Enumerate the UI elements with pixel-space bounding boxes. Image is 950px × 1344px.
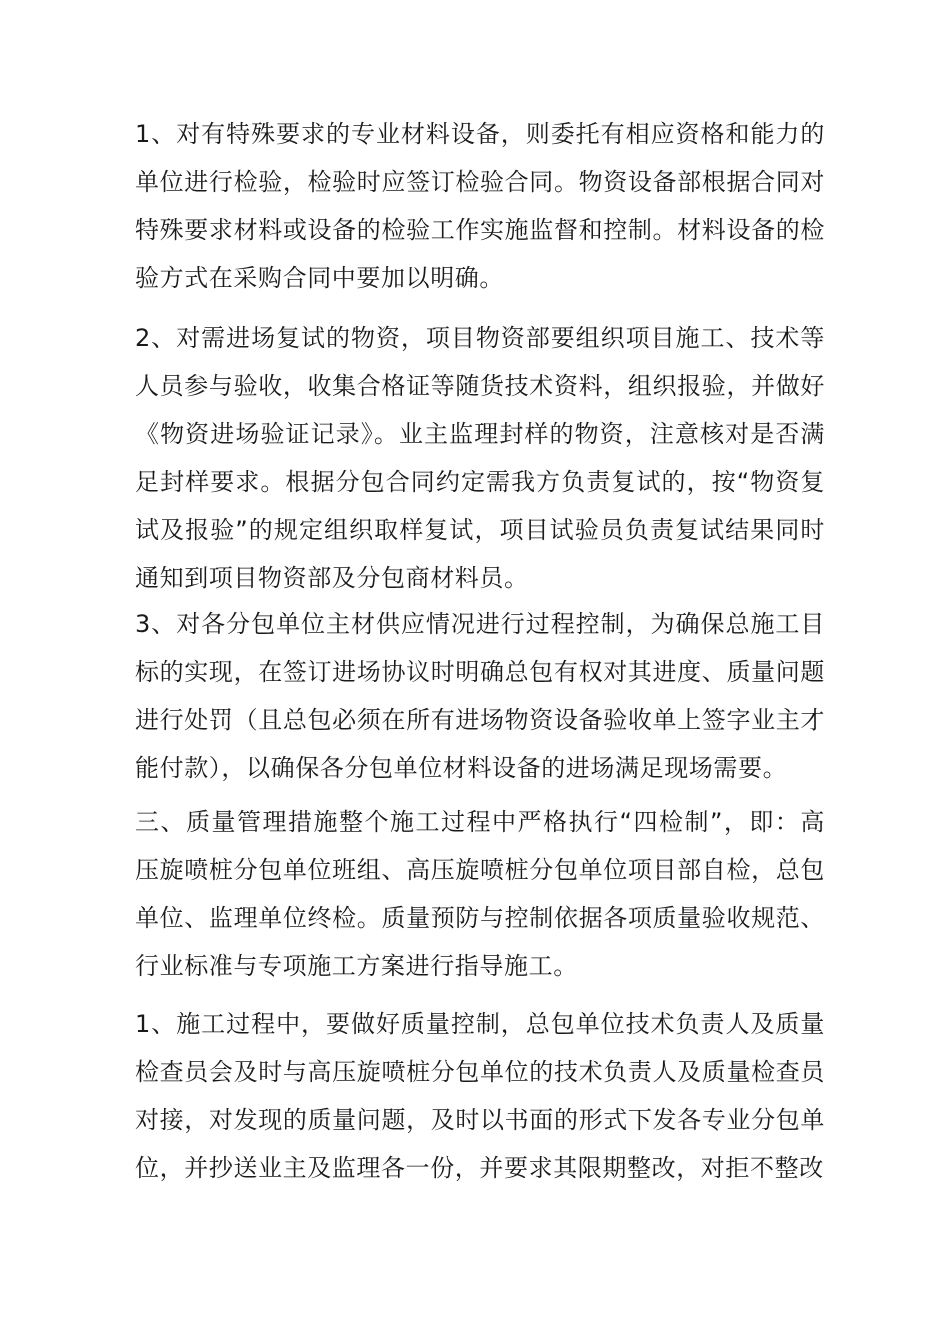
paragraph-construction-quality-control: 1、施工过程中，要做好质量控制，总包单位技术负责人及质量检查员会及时与高压旋喷桩分包单位的技术负责人及质量检查员对接，对发现的质量问题，及时以书面的形式下发各专业分包单位，并抄送业主及监理各一份，并要求其限期整改，对拒不整改 <box>135 1010 825 1182</box>
paragraph-retest-materials: 2、对需进场复试的物资，项目物资部要组织项目施工、技术等人员参与验收，收集合格证等随货技术资料，组织报验，并做好《物资进场验证记录》。业主监理封样的物资，注意核对是否满足封样要求。根据分包合同约定需我方负责复试的，按“物资复试及报验”的规定组织取样复试，项目试验员负责复试结果同时通知到项目物资部及分包商材料员。 <box>135 324 825 592</box>
paragraph-subcontractor-supply-control: 3、对各分包单位主材供应情况进行过程控制，为确保总施工目标的实现，在签订进场协议时明确总包有权对其进度、质量问题进行处罚（且总包必须在所有进场物资设备验收单上签字业主才能付款），以确保各分包单位材料设备的进场满足现场需要。 <box>135 610 825 782</box>
paragraph-quality-management-measures: 三、质量管理措施整个施工过程中严格执行“四检制”，即：高压旋喷桩分包单位班组、高压旋喷桩分包单位项目部自检，总包单位、监理单位终检。质量预防与控制依据各项质量验收规范、行业标准与专项施工方案进行指导施工。 <box>135 808 825 980</box>
paragraph-material-inspection: 1、对有特殊要求的专业材料设备，则委托有相应资格和能力的单位进行检验，检验时应签订检验合同。物资设备部根据合同对特殊要求材料或设备的检验工作实施监督和控制。材料设备的检验方式在采购合同中要加以明确。 <box>135 120 825 292</box>
